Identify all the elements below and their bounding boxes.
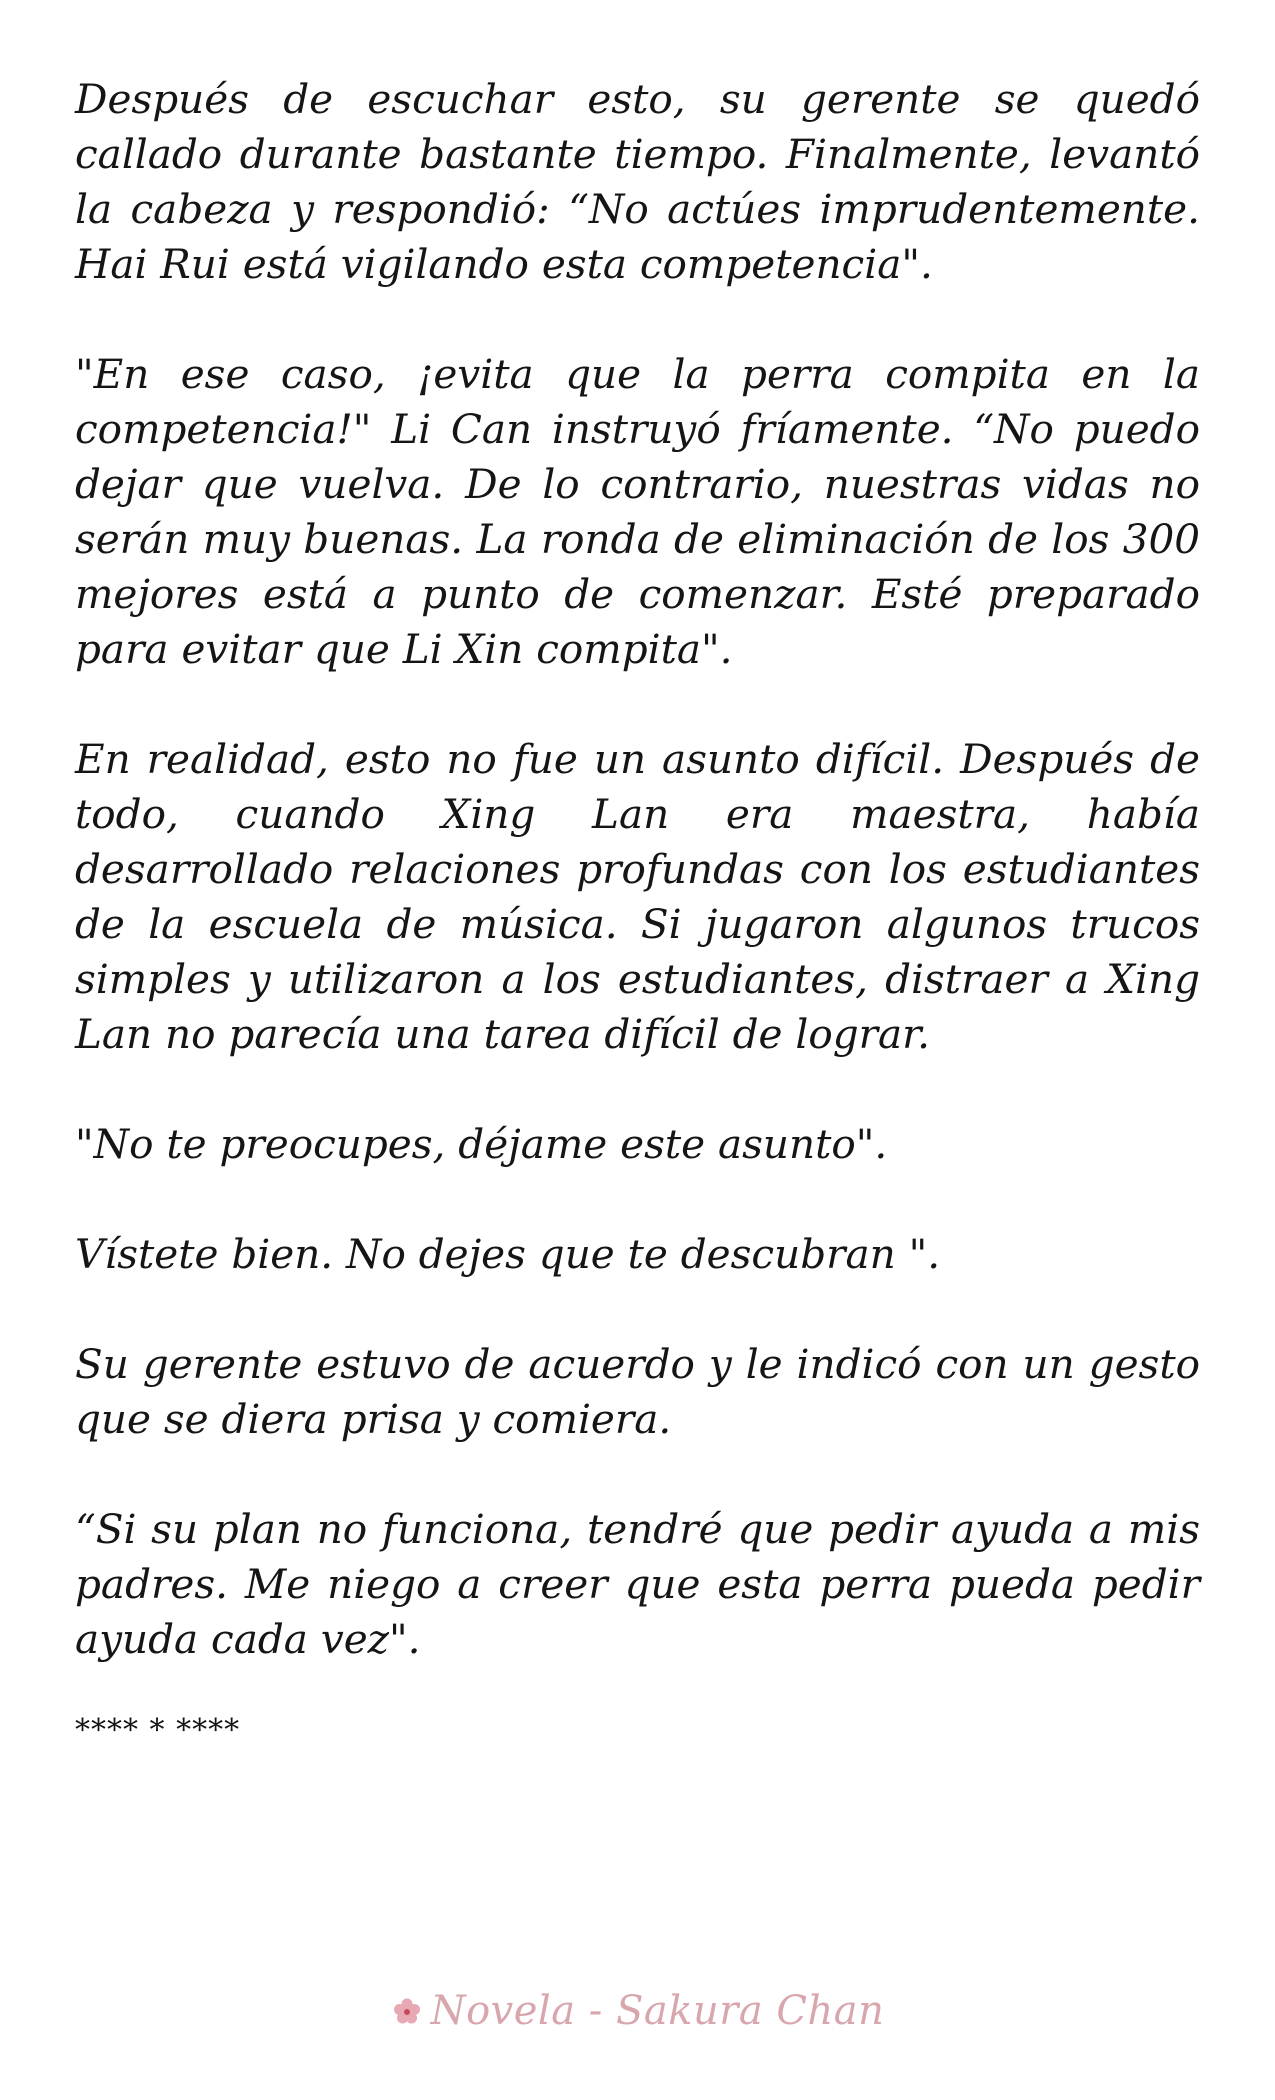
watermark-text: Novela - Sakura Chan	[430, 1988, 885, 2034]
scene-separator: **** * ****	[75, 1713, 241, 1748]
chapter-text	[75, 72, 1200, 1751]
paragraph-6: Su gerente estuvo de acuerdo y le indicó con un gesto que se diera prisa y comiera.	[75, 1340, 1200, 1443]
paragraph-5: Vístete bien. No dejes que te descubran ".	[75, 1230, 941, 1278]
paragraph-7: “Si su plan no funciona, tendré que pedir ayuda a mis padres. Me niego a creer que esta perra pueda pedir ayuda cada vez".	[75, 1505, 1200, 1663]
watermark	[0, 1988, 1275, 2034]
sakura-flower-icon	[391, 1992, 423, 2024]
paragraph-1: Después de escuchar esto, su gerente se quedó callado durante bastante tiempo. Finalmente, levantó la cabeza y respondió: “No actúes imprudentemente. Hai Rui está vigilando esta competencia".	[75, 75, 1200, 288]
paragraph-2: "En ese caso, ¡evita que la perra compita en la competencia!" Li Can instruyó fríamente. “No puedo dejar que vuelva. De lo contrario, nuestras vidas no serán muy buenas. La ronda de eliminación de los 300 mejores está a punto de comenzar. Esté preparado para evitar que Li Xin compita".	[75, 350, 1200, 673]
paragraph-4: "No te preocupes, déjame este asunto".	[75, 1120, 888, 1168]
paragraph-3: En realidad, esto no fue un asunto difícil. Después de todo, cuando Xing Lan era maestra, había desarrollado relaciones profundas con los estudiantes de la escuela de música. Si jugaron algunos trucos simples y utilizaron a los estudiantes, distraer a Xing Lan no parecía una tarea difícil de lograr.	[75, 735, 1200, 1058]
